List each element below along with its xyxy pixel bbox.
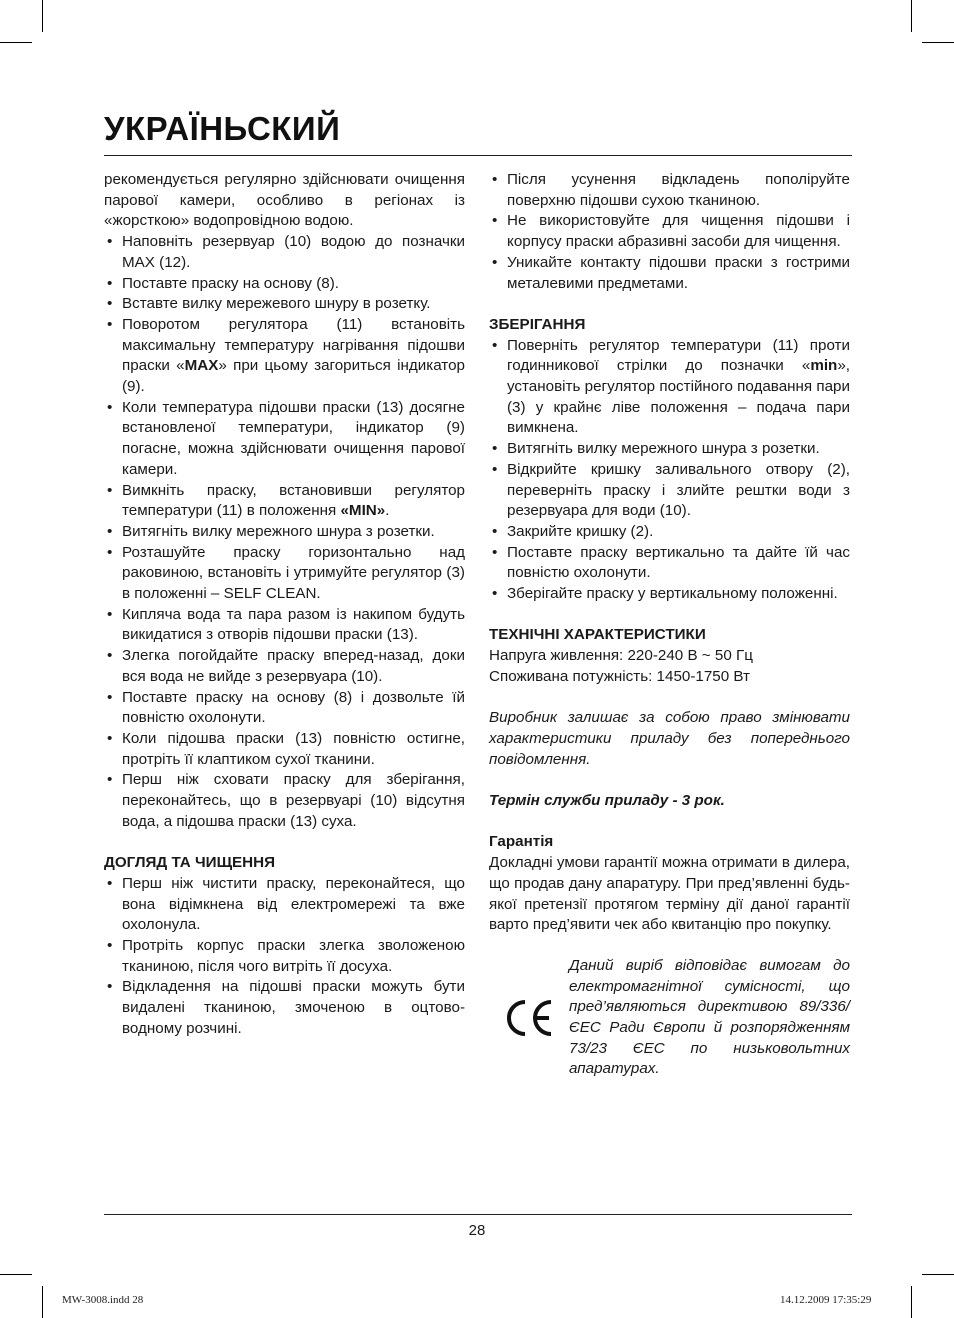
step-text: . [385,502,390,520]
intro-paragraph: рекомендується регулярно здійснювати очищення парової камери, особливо в регіонах із «жорсткою» водопровідною водою. [104,171,465,230]
crop-mark [922,42,954,43]
right-column [489,170,850,1080]
care-list-continued [489,170,850,294]
page-title: УКРАЇНЬСКИЙ [104,110,341,147]
crop-mark [42,0,43,32]
warranty-heading: Гарантія [489,833,554,851]
list-item: • Не використовуйте для чищення підошви і корпусу праски абразивні засоби для чищення. [489,211,850,252]
care-heading: ДОГЛЯД ТА ЧИЩЕННЯ [104,854,276,872]
step-text: Вимкніть праску, встановивши регулятор температури (11) в положення [122,481,465,520]
crop-mark [922,1274,954,1275]
min-marker: min [810,357,838,375]
title-rule [104,155,852,156]
list-item: • Після усунення відкладень пополіруйте поверхню підошви сухою тканиною. [489,170,850,211]
step-text: » при цьому загориться індикатор (9). [122,357,465,396]
ce-mark-icon [503,996,555,1040]
list-item: • Витягніть вилку мережного шнура з розетки. [489,439,850,460]
manufacturer-note: Виробник залишає за собою право змінювати характеристики приладу без попереднього повідомлення. [489,709,850,768]
crop-mark [0,42,32,43]
crop-mark [911,1286,912,1318]
crop-mark [0,1274,32,1275]
list-item: • Коли температура підошви праски (13) досягне встановленої температури, індикатор (9) погасне, можна здійснювати очищення парової камери. [104,398,465,481]
list-item: • Витягніть вилку мережного шнура з розетки. [104,522,465,543]
ce-compliance-block [489,956,850,1080]
list-item: • Поставте праску вертикально та дайте їй час повністю охолонути. [489,543,850,584]
list-item [104,315,465,398]
cleaning-steps-list [104,232,465,832]
tech-power: Споживана потужність: 1450-1750 Вт [489,667,750,685]
crop-mark [42,1286,43,1318]
step-text: Поворотом регулятора (11) встановіть максимальну температуру нагрівання підошви праски « [122,315,465,375]
list-item: • Уникайте контакту підошви праски з гострими металевими предметами. [489,253,850,294]
list-item: • Поставте праску на основу (8) і дозвольте їй повністю охолонути. [104,688,465,729]
step-text: Поверніть регулятор температури (11) проти годинникової стрілки до позначки « [507,336,850,375]
storage-heading: ЗБЕРІГАННЯ [489,315,586,333]
list-item: • Перш ніж чистити праску, переконайтеся, що вона відімкнена від електромережі та вже охолонула. [104,874,465,936]
list-item: • Кипляча вода та пара разом із накипом будуть викидатися з отворів підошви праски (13). [104,605,465,646]
service-life: Термін служби приладу - 3 рок. [489,792,725,810]
page-number: 28 [468,1222,486,1239]
list-item: • Закрийте кришку (2). [489,522,850,543]
care-list [104,874,465,1040]
list-item [489,336,850,440]
ce-text: Даний виріб відповідає вимогам до електромагнітної сумісності, що пред’являються директивою 89/336/ЄЕС Ради Європи й розпорядженням 73/23 ЄЕС по низьковольтних апаратурах. [569,956,850,1078]
tech-heading: ТЕХНІЧНІ ХАРАКТЕРИСТИКИ [489,626,706,644]
slug-date: 14.12.2009 17:35:29 [780,1294,872,1306]
crop-mark [911,0,912,32]
list-item: • Відкрийте кришку заливального отвору (2), переверніть праску і злийте рештки води з резервуара для води (10). [489,460,850,522]
max-marker: MAX [184,357,219,375]
list-item: • Вставте вилку мережевого шнуру в розетку. [104,294,465,315]
list-item: • Злегка погойдайте праску вперед-назад, доки вся вода не вийде з резервуара (10). [104,646,465,687]
tech-voltage: Напруга живлення: 220-240 В ~ 50 Гц [489,647,753,665]
list-item: • Протріть корпус праски злегка зволоженою тканиною, після чого витріть її досуха. [104,936,465,977]
list-item [104,481,465,522]
left-column [104,170,465,1040]
warranty-text: Докладні умови гарантії можна отримати в дилера, що продав дану апаратуру. При пред’явленні будь-якої претензії протягом терміну дії даної гарантії варто пред’явити чек або квитанцію про покупку. [489,854,850,934]
min-marker: «MIN» [340,502,386,520]
list-item: • Поставте праску на основу (8). [104,274,465,295]
list-item: • Відкладення на підошві праски можуть бути видалені тканиною, змоченою в оцтово-водному розчині. [104,977,465,1039]
footer-rule [104,1214,852,1215]
slug-file: MW-3008.indd 28 [62,1294,144,1306]
list-item: • Коли підошва праски (13) повністю остигне, протріть її клаптиком сухої тканини. [104,729,465,770]
list-item: • Розташуйте праску горизонтально над раковиною, встановіть і утримуйте регулятор (3) в положенні – SELF CLEAN. [104,543,465,605]
step-text: », установіть регулятор постійного подавання пари (3) у крайнє ліве положення – подача пари вимкнена. [507,357,850,437]
list-item: • Зберігайте праску у вертикальному положенні. [489,584,850,605]
storage-list [489,336,850,605]
list-item: • Наповніть резервуар (10) водою до позначки MAX (12). [104,232,465,273]
list-item: • Перш ніж сховати праску для зберігання, переконайтесь, що в резервуарі (10) відсутня вода, а підошва праски (13) суха. [104,770,465,832]
